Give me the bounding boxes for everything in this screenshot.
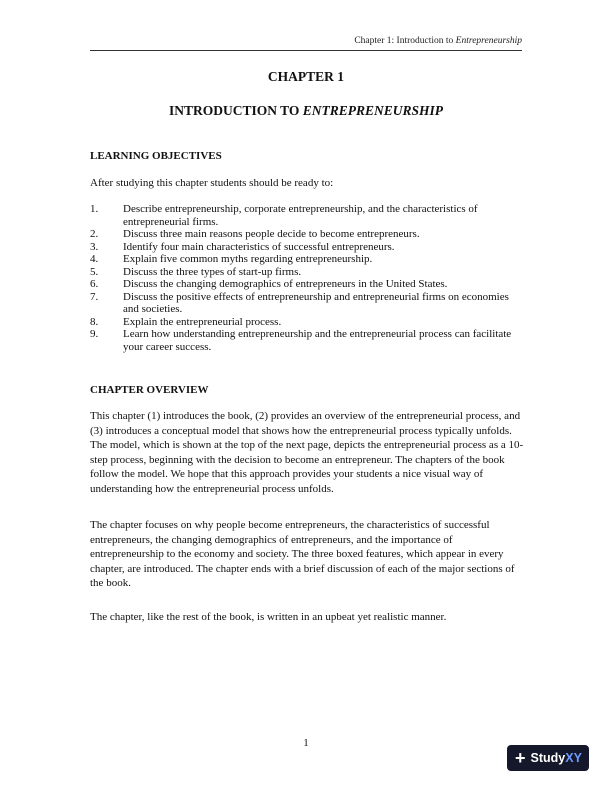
objective-number: 2. (90, 228, 99, 240)
studyxy-badge[interactable] (507, 745, 589, 771)
overview-paragraph: The chapter, like the rest of the book, is written in an upbeat yet realistic manner. (90, 611, 447, 623)
objective-item (90, 328, 520, 353)
objective-text: Describe entrepreneurship, corporate entrepreneurship, and the characteristics of entrepreneurial firms. (123, 203, 478, 228)
running-header (354, 36, 522, 46)
studyxy-brand-accent: XY (565, 751, 582, 765)
objective-item (90, 266, 520, 279)
chapter-subtitle-italic: ENTREPRENEURSHIP (302, 103, 444, 118)
objective-text: Discuss three main reasons people decide to become entrepreneurs. (123, 228, 420, 240)
overview-paragraph: This chapter (1) introduces the book, (2) provides an overview of the entrepreneurial process, and (3) introduces a conceptual model that shows how the entrepreneurial process typically unfolds. The model, which is shown at the top of the next page, depicts the entrepreneurial process as a 10-step process, beginning with the decision to become an entrepreneur. The chapters of the book follow the model. We hope that this approach provides your students a nice visual way of understanding how the entrepreneurial process unfolds. (90, 410, 524, 495)
plus-icon: + (515, 748, 526, 768)
objective-item (90, 203, 520, 228)
objective-text: Identify four main characteristics of successful entrepreneurs. (123, 240, 395, 253)
objective-item (90, 241, 520, 254)
chapter-subtitle-text: INTRODUCTION TO (168, 103, 303, 118)
objective-text: Discuss the changing demographics of entrepreneurs in the United States. (123, 278, 448, 290)
objective-item (90, 316, 520, 329)
objective-item (90, 228, 520, 241)
objective-text: Learn how understanding entrepreneurship and the entrepreneurial process can facilitate your career success. (123, 328, 512, 353)
page-number: 1 (303, 737, 309, 749)
chapter-overview-heading: CHAPTER OVERVIEW (90, 384, 209, 396)
objective-number: 9. (90, 328, 99, 340)
overview-paragraph: The chapter focuses on why people become entrepreneurs, the characteristics of successful entrepreneurs, the changing demographics of entrepreneurs, and the importance of entrepreneurship to the economy and society. The three boxed features, which appear in every chapter, are introduced. The chapter ends with a brief discussion of each of the major sections of the book. (90, 519, 515, 589)
objective-text: Discuss the positive effects of entrepreneurship and entrepreneurial firms on economies and societies. (123, 290, 509, 315)
objective-text: Explain the entrepreneurial process. (123, 315, 282, 328)
objective-item (90, 278, 520, 291)
running-header-text: Chapter 1: Introduction to (354, 36, 456, 46)
objective-number: 7. (90, 290, 99, 303)
objective-text: Explain five common myths regarding entrepreneurship. (123, 253, 373, 265)
header-rule (90, 50, 522, 51)
running-header-italic: Entrepreneurship (455, 36, 522, 46)
objective-number: 8. (90, 315, 99, 328)
chapter-subtitle (0, 103, 612, 119)
objective-number: 5. (90, 265, 99, 278)
objective-item (90, 291, 520, 316)
chapter-title: CHAPTER 1 (267, 69, 345, 84)
objective-text: Discuss the three types of start-up firms. (123, 265, 302, 278)
learning-objectives-list (90, 203, 520, 353)
studyxy-brand-text: Study (530, 751, 566, 765)
learning-objectives-heading: LEARNING OBJECTIVES (90, 150, 222, 162)
objective-number: 4. (90, 253, 99, 265)
objective-number: 6. (90, 278, 99, 290)
objective-item (90, 253, 520, 266)
objective-number: 1. (90, 203, 99, 215)
objective-number: 3. (90, 240, 99, 253)
learning-objectives-intro: After studying this chapter students should be ready to: (90, 177, 334, 189)
